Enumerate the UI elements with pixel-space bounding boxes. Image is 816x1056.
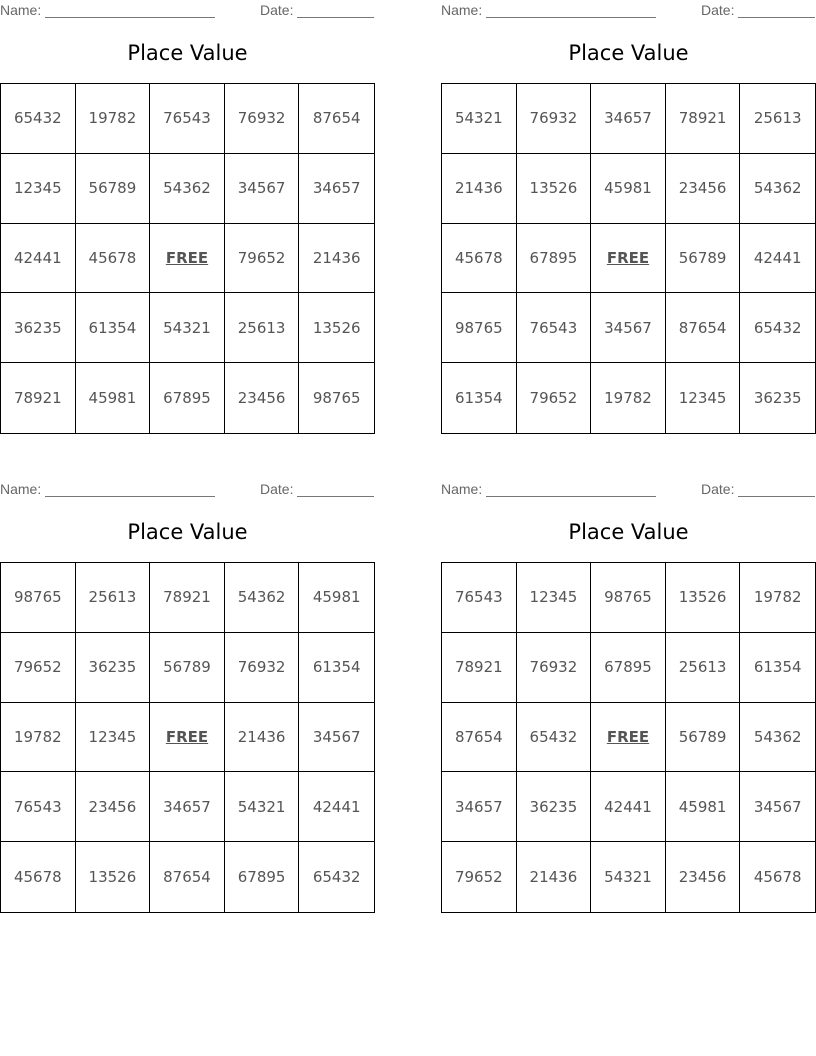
- number-cell: 67895: [591, 633, 666, 703]
- number-cell: 36235: [517, 772, 592, 842]
- number-cell: 87654: [442, 703, 517, 773]
- name-blank-line: [45, 4, 215, 18]
- name-date-header: [0, 481, 375, 499]
- number-cell: 61354: [76, 293, 151, 363]
- number-cell: 21436: [517, 842, 592, 912]
- number-cell: 65432: [312, 868, 361, 887]
- number-cell: 76932: [225, 84, 300, 154]
- bingo-grid: [0, 83, 375, 434]
- free-space-cell: FREE: [591, 224, 666, 294]
- name-blank-line: [45, 483, 215, 497]
- number-cell: 19782: [76, 84, 151, 154]
- number-cell: 76932: [517, 84, 592, 154]
- number-cell: 78921: [666, 84, 741, 154]
- number-cell: 36235: [753, 389, 802, 408]
- name-blank-line: [486, 483, 656, 497]
- number-cell: 42441: [591, 772, 666, 842]
- number-cell: 54321: [591, 842, 666, 912]
- number-cell: 42441: [740, 224, 815, 294]
- card-title: Place Value: [568, 41, 689, 65]
- number-cell: 54362: [150, 154, 225, 224]
- bingo-card-4: [441, 479, 816, 919]
- number-cell: 12345: [666, 363, 741, 433]
- free-space-cell: FREE: [150, 703, 225, 773]
- number-cell: 67895: [225, 842, 300, 912]
- number-cell: 19782: [740, 563, 815, 633]
- date-label: Date:: [260, 481, 294, 497]
- number-cell: 45981: [666, 772, 741, 842]
- bingo-card-3: [0, 479, 375, 919]
- number-cell: 34567: [591, 293, 666, 363]
- number-cell: 67895: [150, 363, 225, 433]
- number-cell: 34657: [591, 84, 666, 154]
- number-cell: 61354: [299, 633, 374, 703]
- bingo-card-2: [441, 0, 816, 440]
- date-blank-line: [738, 483, 815, 497]
- number-cell: 23456: [666, 842, 741, 912]
- number-cell: 25613: [666, 633, 741, 703]
- number-cell: 56789: [666, 703, 741, 773]
- number-cell: 45678: [442, 224, 517, 294]
- number-cell: 54321: [225, 772, 300, 842]
- number-cell: 34567: [225, 154, 300, 224]
- number-cell: 23456: [666, 154, 741, 224]
- number-cell: 36235: [1, 293, 76, 363]
- number-cell: 23456: [76, 772, 151, 842]
- name-date-header: [0, 2, 375, 20]
- number-cell: 34567: [740, 772, 815, 842]
- number-cell: 45981: [76, 363, 151, 433]
- number-cell: 12345: [517, 563, 592, 633]
- date-field: [260, 481, 374, 497]
- number-cell: 76543: [1, 772, 76, 842]
- date-blank-line: [297, 4, 374, 18]
- number-cell: 21436: [299, 224, 374, 294]
- number-cell: 25613: [76, 563, 151, 633]
- number-cell: 65432: [517, 703, 592, 773]
- number-cell: 34657: [442, 772, 517, 842]
- number-cell: 45678: [753, 868, 802, 887]
- name-field: [0, 2, 215, 18]
- number-cell: 79652: [517, 363, 592, 433]
- card-title: Place Value: [568, 520, 689, 544]
- number-cell: 67895: [517, 224, 592, 294]
- date-blank-line: [297, 483, 374, 497]
- number-cell: 13526: [666, 563, 741, 633]
- date-label: Date:: [701, 481, 735, 497]
- name-blank-line: [486, 4, 656, 18]
- card-title: Place Value: [127, 41, 248, 65]
- number-cell: 78921: [1, 363, 76, 433]
- number-cell: 98765: [312, 389, 361, 408]
- number-cell: 56789: [666, 224, 741, 294]
- number-cell: 34567: [299, 703, 374, 773]
- number-cell: 76543: [442, 563, 517, 633]
- number-cell: 34657: [299, 154, 374, 224]
- number-cell: 19782: [1, 703, 76, 773]
- number-cell: 76932: [517, 633, 592, 703]
- number-cell: 98765: [591, 563, 666, 633]
- number-cell: 98765: [1, 563, 76, 633]
- number-cell: 79652: [1, 633, 76, 703]
- number-cell: 78921: [442, 633, 517, 703]
- date-label: Date:: [701, 2, 735, 18]
- number-cell: 42441: [299, 772, 374, 842]
- name-field: [441, 2, 656, 18]
- number-cell: 54362: [740, 154, 815, 224]
- number-cell: 12345: [1, 154, 76, 224]
- name-date-header: [441, 481, 816, 499]
- number-cell: 87654: [666, 293, 741, 363]
- name-label: Name:: [441, 2, 483, 18]
- name-label: Name:: [0, 481, 42, 497]
- number-cell: 56789: [150, 633, 225, 703]
- number-cell: 54362: [225, 563, 300, 633]
- number-cell: 13526: [299, 293, 374, 363]
- number-cell: 21436: [442, 154, 517, 224]
- number-cell: 42441: [1, 224, 76, 294]
- number-cell: 13526: [517, 154, 592, 224]
- bingo-grid: [0, 562, 375, 913]
- number-cell: 45981: [591, 154, 666, 224]
- number-cell: 65432: [1, 84, 76, 154]
- bingo-card-1: [0, 0, 375, 440]
- number-cell: 21436: [225, 703, 300, 773]
- name-label: Name:: [0, 2, 42, 18]
- number-cell: 36235: [76, 633, 151, 703]
- name-label: Name:: [441, 481, 483, 497]
- name-field: [0, 481, 215, 497]
- number-cell: 25613: [740, 84, 815, 154]
- number-cell: 23456: [225, 363, 300, 433]
- name-field: [441, 481, 656, 497]
- number-cell: 76543: [517, 293, 592, 363]
- number-cell: 76932: [225, 633, 300, 703]
- number-cell: 79652: [225, 224, 300, 294]
- number-cell: 54321: [442, 84, 517, 154]
- date-blank-line: [738, 4, 815, 18]
- number-cell: 19782: [591, 363, 666, 433]
- number-cell: 34657: [150, 772, 225, 842]
- number-cell: 98765: [442, 293, 517, 363]
- number-cell: 78921: [150, 563, 225, 633]
- number-cell: 61354: [740, 633, 815, 703]
- number-cell: 76543: [150, 84, 225, 154]
- free-space-cell: FREE: [150, 224, 225, 294]
- number-cell: 65432: [740, 293, 815, 363]
- number-cell: 79652: [442, 842, 517, 912]
- date-label: Date:: [260, 2, 294, 18]
- name-date-header: [441, 2, 816, 20]
- card-title: Place Value: [127, 520, 248, 544]
- free-space-cell: FREE: [591, 703, 666, 773]
- bingo-grid: [441, 83, 816, 434]
- number-cell: 25613: [225, 293, 300, 363]
- date-field: [701, 481, 815, 497]
- number-cell: 87654: [299, 84, 374, 154]
- number-cell: 87654: [150, 842, 225, 912]
- number-cell: 54362: [740, 703, 815, 773]
- number-cell: 45981: [299, 563, 374, 633]
- number-cell: 61354: [442, 363, 517, 433]
- number-cell: 45678: [1, 842, 76, 912]
- number-cell: 13526: [76, 842, 151, 912]
- number-cell: 45678: [76, 224, 151, 294]
- number-cell: 56789: [76, 154, 151, 224]
- number-cell: 12345: [76, 703, 151, 773]
- date-field: [701, 2, 815, 18]
- number-cell: 54321: [150, 293, 225, 363]
- date-field: [260, 2, 374, 18]
- bingo-grid: [441, 562, 816, 913]
